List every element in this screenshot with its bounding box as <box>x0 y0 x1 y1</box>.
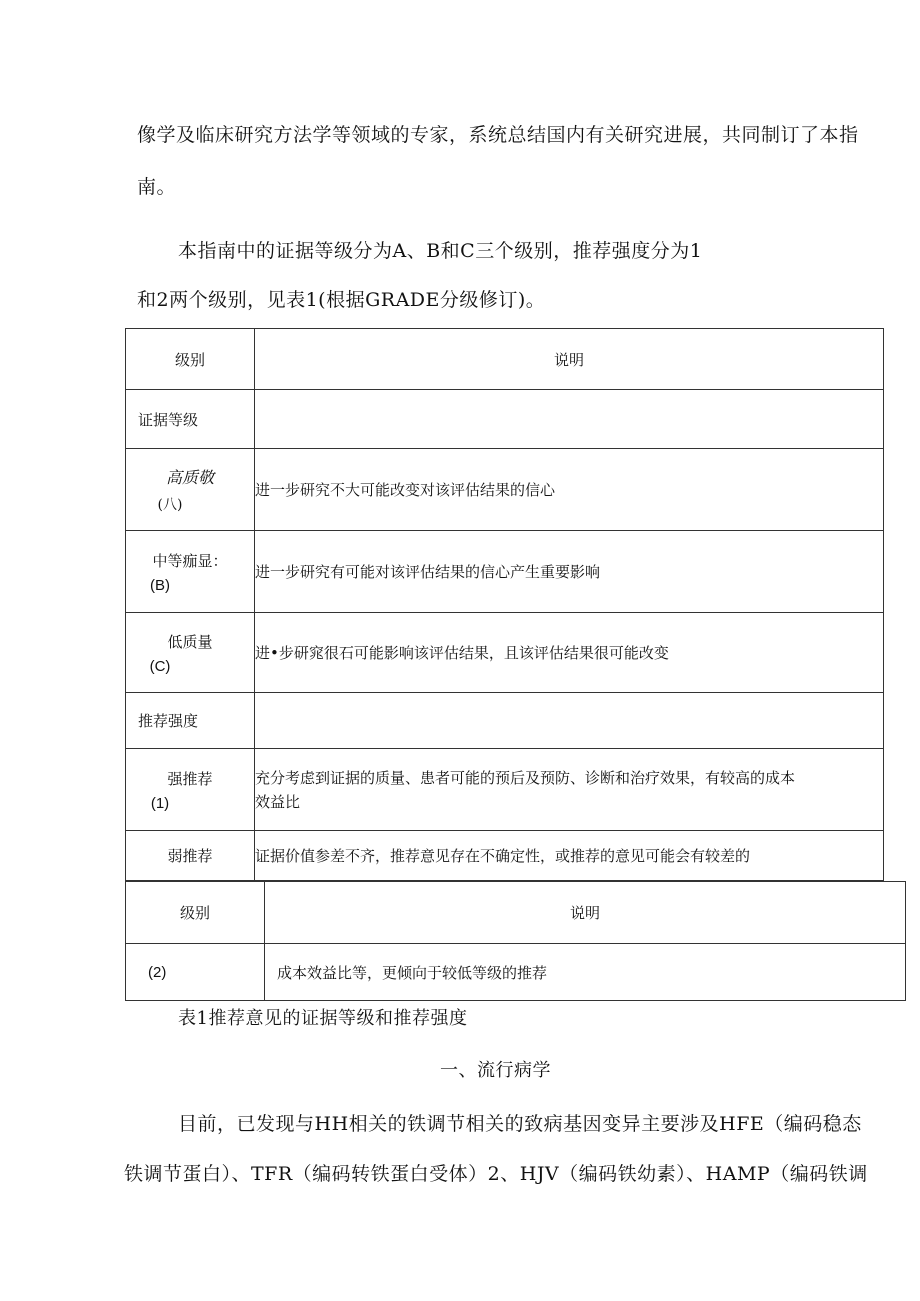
table-row <box>126 390 884 449</box>
strength-strong-label: 强推荐 <box>167 769 213 788</box>
paragraph-3-line-1: 目前，已发现与HH相关的铁调节相关的致病基因变异主要涉及HFE（编码稳态 <box>178 1113 862 1135</box>
header-level-2: 级别 <box>126 882 265 944</box>
paragraph-1-line-1: 像学及临床研究方法学等领域的专家，系统总结国内有关研究进展，共同制订了本指 <box>137 124 859 146</box>
strength-weak-description-continued: 成本效益比等，更倾向于较低等级的推荐 <box>265 944 906 1001</box>
strength-strong-code: (1) <box>150 794 170 812</box>
strength-strong-description-line-1: 充分考虑到证据的质量、患者可能的预后及预防、诊断和治疗效果，有较高的成本 <box>255 768 796 787</box>
section-evidence-level: 证据等级 <box>126 390 255 449</box>
strength-weak-description: 证据价值参差不齐，推荐意见存在不确定性，或推荐的意见可能会有较差的 <box>255 831 884 881</box>
level-high <box>126 449 255 531</box>
level-high-code: (八) <box>157 497 183 513</box>
evidence-table-continued <box>125 881 906 1001</box>
level-medium-code: (B) <box>150 576 170 594</box>
header-level: 级别 <box>126 329 255 390</box>
level-high-description: 进一步研究不大可能改变对该评估结果的信心 <box>255 449 884 531</box>
table-row <box>126 944 906 1001</box>
strength-weak-code: (2) <box>126 944 265 1001</box>
table-caption: 表1推荐意见的证据等级和推荐强度 <box>178 1008 468 1029</box>
strength-strong-description <box>255 749 884 831</box>
table-row <box>126 831 884 881</box>
table-row <box>126 531 884 613</box>
paragraph-3-line-2: 铁调节蛋白）、TFR（编码转铁蛋白受体）2、HJV（编码铁幼素）、HAMP（编码铁调 <box>124 1163 868 1185</box>
table-header-row <box>126 882 906 944</box>
level-low-description: 进•步研窕很石可能影响该评估结果，且该评估结果很可能改变 <box>255 613 884 693</box>
level-medium-label: 中等痂显： <box>152 551 228 570</box>
evidence-table <box>125 328 884 881</box>
table-row <box>126 613 884 693</box>
section-heading: 一、流行病学 <box>440 1060 551 1081</box>
paragraph-2-line-2: 和2两个级别，见表1(根据GRADE分级修订)。 <box>137 289 546 311</box>
strength-weak-label: 弱推荐 <box>126 831 255 881</box>
level-low-code: (C) <box>149 657 171 675</box>
header-description: 说明 <box>255 329 884 390</box>
table-row <box>126 449 884 531</box>
level-low-label: 低质量 <box>167 632 213 651</box>
level-medium <box>126 531 255 613</box>
section-recommendation-strength: 推荐强度 <box>126 693 255 749</box>
strength-strong <box>126 749 255 831</box>
paragraph-1-line-2: 南。 <box>137 176 177 198</box>
level-high-label: 高质敬 <box>165 470 214 487</box>
paragraph-2-line-1: 本指南中的证据等级分为A、B和C三个级别，推荐强度分为1 <box>178 240 703 262</box>
table-row <box>126 693 884 749</box>
level-medium-description: 进一步研究有可能对该评估结果的信心产生重要影响 <box>255 531 884 613</box>
level-low <box>126 613 255 693</box>
strength-strong-description-line-2: 效益比 <box>255 792 301 811</box>
table-row <box>126 749 884 831</box>
table-header-row <box>126 329 884 390</box>
header-description-2: 说明 <box>265 882 906 944</box>
